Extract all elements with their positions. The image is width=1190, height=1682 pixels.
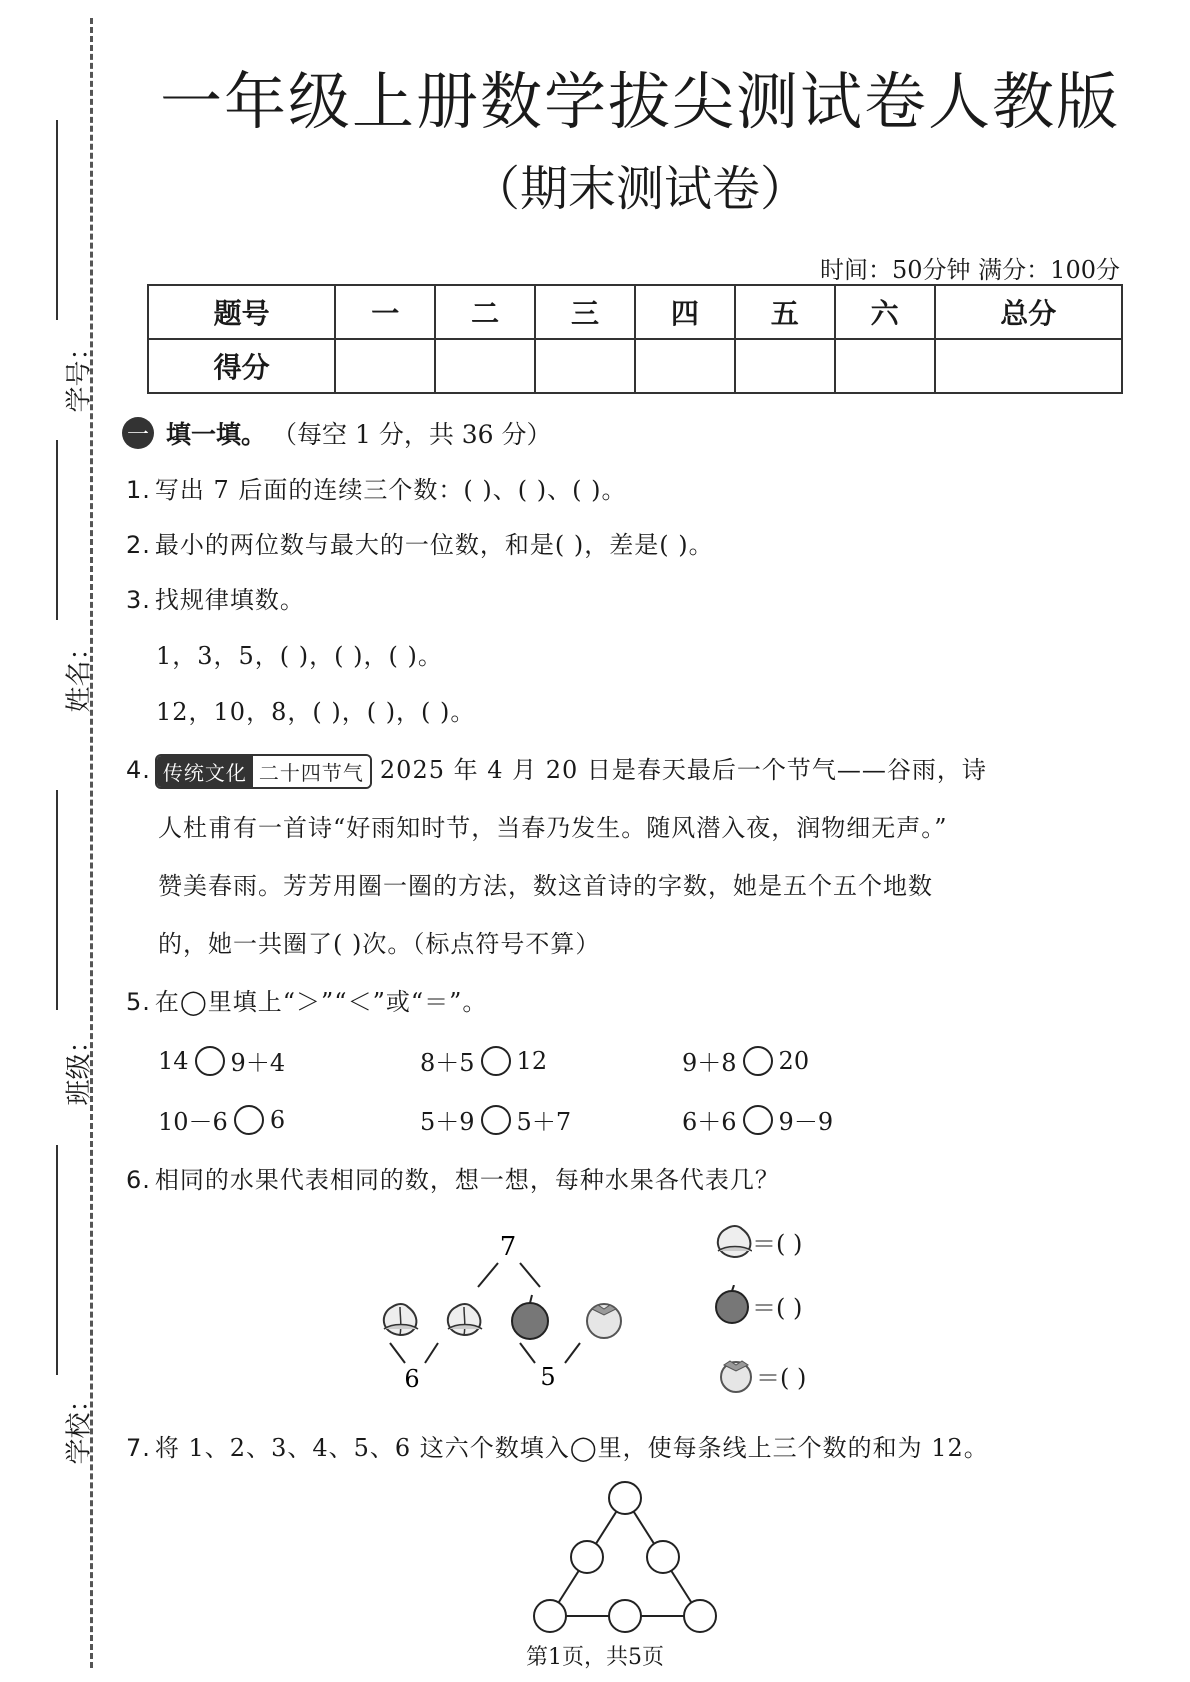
fruit-number-diagram	[370, 1225, 670, 1390]
question-text: 将 1、2、3、4、5、6 这六个数填入◯里，使每条线上三个数的和为 12。	[154, 1434, 989, 1462]
culture-tag-light: 二十四节气	[253, 756, 370, 787]
compare-item	[682, 1043, 809, 1078]
question-text: 找规律填数。	[154, 586, 305, 614]
diagram-line	[520, 1263, 540, 1287]
name-underline	[56, 440, 58, 620]
score-table-header-cell: 四	[635, 285, 735, 339]
question-number: 2.	[126, 531, 151, 559]
score-table-header-cell: 六	[835, 285, 935, 339]
compare-item	[158, 1102, 285, 1137]
apple-icon	[712, 1285, 752, 1325]
compare-left: 9＋8	[682, 1049, 737, 1077]
compare-left: 10－6	[158, 1108, 228, 1136]
compare-right: 20	[778, 1046, 810, 1075]
class-field[interactable]	[30, 790, 95, 1110]
peach-answer-blank[interactable]: ＝( )	[752, 1229, 803, 1258]
triangle-circle-diagram	[530, 1480, 720, 1635]
school-label: 学校：	[64, 1386, 95, 1465]
score-cell[interactable]	[335, 339, 435, 393]
question-number: 1.	[126, 476, 151, 504]
question-1	[126, 470, 627, 505]
score-table	[147, 284, 1123, 394]
question-7	[126, 1428, 989, 1463]
question-text: 在◯里填上“＞”“＜”或“＝”。	[154, 988, 488, 1016]
peach-icon	[448, 1304, 482, 1335]
name-label: 姓名：	[64, 634, 95, 713]
section-number-badge: 一	[122, 417, 154, 449]
score-table-header-row	[148, 285, 1122, 339]
diagram-left-sum: 6	[404, 1365, 420, 1390]
school-field[interactable]	[30, 1145, 95, 1475]
compare-left: 8＋5	[420, 1049, 475, 1077]
page-title: 一年级上册数学拔尖测试卷人教版	[159, 65, 1120, 138]
peach-icon	[384, 1304, 418, 1335]
question-6	[126, 1160, 780, 1195]
compare-right: 9－9	[778, 1108, 834, 1136]
diagram-right-sum: 5	[540, 1363, 556, 1390]
peach-answer	[712, 1223, 802, 1259]
tomato-icon	[587, 1304, 621, 1338]
compare-right: 6	[269, 1105, 286, 1134]
compare-circle[interactable]	[743, 1105, 773, 1135]
number-circle[interactable]	[647, 1541, 679, 1573]
apple-answer-blank[interactable]: ＝( )	[752, 1293, 803, 1322]
score-row-label: 得分	[148, 339, 335, 393]
section-title: 填一填。	[166, 420, 267, 449]
culture-tag	[155, 754, 372, 789]
compare-left: 14	[158, 1046, 189, 1075]
compare-item	[682, 1102, 833, 1137]
compare-right: 9＋4	[230, 1049, 286, 1077]
compare-circle[interactable]	[743, 1046, 773, 1076]
tomato-answer-blank[interactable]: ＝( )	[756, 1363, 807, 1392]
question-text: 写出 7 后面的连续三个数：( )、( )、( )。	[154, 476, 627, 504]
question-3	[126, 580, 305, 615]
score-table-header-cell: 一	[335, 285, 435, 339]
compare-circle[interactable]	[195, 1046, 225, 1076]
section-note: （每空 1 分，共 36 分）	[272, 420, 552, 449]
question-number: 3.	[126, 586, 151, 614]
diagram-line	[565, 1343, 580, 1363]
school-underline	[56, 1145, 58, 1375]
peach-icon	[712, 1223, 752, 1259]
question-number: 5.	[126, 988, 151, 1016]
compare-right: 12	[516, 1046, 548, 1075]
diagram-top-number: 7	[499, 1232, 517, 1262]
q3-sequence-1: 1，3，5，( )，( )，( )。	[156, 642, 443, 670]
score-table-header-cell: 五	[735, 285, 835, 339]
compare-circle[interactable]	[234, 1105, 264, 1135]
question-number: 6.	[126, 1166, 151, 1194]
question-2	[126, 525, 714, 560]
score-table-header-cell: 三	[535, 285, 635, 339]
question-text: 最小的两位数与最大的一位数，和是( )，差是( )。	[154, 531, 714, 559]
student-id-label: 学号：	[64, 334, 95, 413]
question-number: 4.	[126, 756, 151, 784]
score-cell[interactable]	[735, 339, 835, 393]
question-5	[126, 982, 487, 1017]
number-circle[interactable]	[609, 1600, 641, 1632]
compare-item	[420, 1043, 547, 1078]
diagram-line	[390, 1343, 405, 1363]
student-id-underline	[56, 120, 58, 320]
page-subtitle: （期末测试卷）	[471, 161, 808, 217]
name-field[interactable]	[30, 440, 95, 740]
compare-left: 5＋9	[420, 1108, 475, 1136]
score-cell[interactable]	[635, 339, 735, 393]
score-table-header-cell: 总分	[935, 285, 1122, 339]
score-table-header-cell: 题号	[148, 285, 335, 339]
score-cell[interactable]	[835, 339, 935, 393]
compare-right: 5＋7	[516, 1108, 572, 1136]
tomato-icon	[716, 1355, 756, 1395]
score-cell[interactable]	[435, 339, 535, 393]
compare-circle[interactable]	[481, 1105, 511, 1135]
culture-tag-dark: 传统文化	[157, 756, 253, 787]
question-number: 7.	[126, 1434, 151, 1462]
class-underline	[56, 790, 58, 1010]
class-label: 班级：	[64, 1027, 95, 1106]
diagram-line	[478, 1263, 498, 1287]
q4-line-4: 的，她一共圈了( )次。（标点符号不算）	[158, 930, 601, 958]
number-circle[interactable]	[534, 1600, 566, 1632]
question-text: 相同的水果代表相同的数，想一想，每种水果各代表几？	[154, 1166, 780, 1194]
student-id-field[interactable]	[30, 120, 95, 420]
time-score-info: 时间：50分钟 满分：100分	[820, 256, 1120, 284]
apple-icon	[512, 1295, 548, 1339]
compare-item	[420, 1102, 571, 1137]
diagram-line	[425, 1343, 438, 1363]
diagram-line	[520, 1343, 535, 1363]
number-circle[interactable]	[571, 1541, 603, 1573]
number-circle[interactable]	[684, 1600, 716, 1632]
score-table-header-cell: 二	[435, 285, 535, 339]
q3-sequence-2: 12，10，8，( )，( )，( )。	[156, 698, 476, 726]
compare-item	[158, 1043, 285, 1078]
page-footer: 第1页，共5页	[526, 1645, 664, 1670]
score-cell[interactable]	[935, 339, 1122, 393]
score-table-score-row	[148, 339, 1122, 393]
compare-circle[interactable]	[481, 1046, 511, 1076]
question-text: 2025 年 4 月 20 日是春天最后一个节气——谷雨，诗	[379, 756, 987, 784]
score-cell[interactable]	[535, 339, 635, 393]
apple-answer	[712, 1285, 802, 1325]
section-1-heading	[122, 415, 552, 451]
q4-line-3: 赞美春雨。芳芳用圈一圈的方法，数这首诗的字数，她是五个五个地数	[158, 872, 933, 900]
tomato-answer	[716, 1355, 806, 1395]
number-circle[interactable]	[609, 1482, 641, 1514]
q4-line-2: 人杜甫有一首诗“好雨知时节，当春乃发生。随风潜入夜，润物细无声。”	[158, 814, 948, 842]
compare-left: 6＋6	[682, 1108, 737, 1136]
question-4	[126, 750, 987, 789]
